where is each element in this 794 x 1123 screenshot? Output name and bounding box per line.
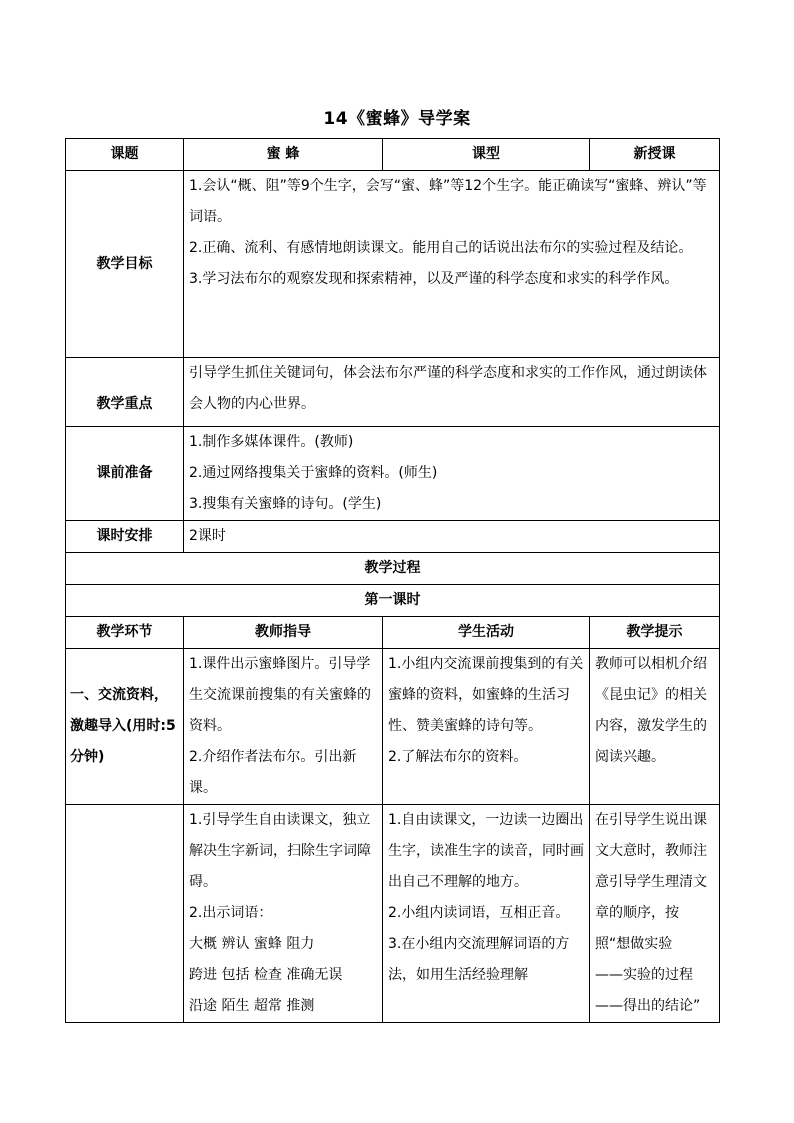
goal-item: 3.学习法布尔的观察发现和探索精神，以及严谨的科学态度和求实的科学作风。	[189, 271, 679, 287]
word-list-line: 大概 辨认 蜜蜂 阻力	[189, 936, 315, 952]
prep-content	[184, 427, 720, 521]
lesson-title: 第一课时	[66, 585, 720, 617]
topic-value: 蜜 蜂	[184, 139, 383, 171]
teacher-cell	[184, 805, 383, 1023]
goals-label: 教学目标	[66, 171, 184, 358]
prep-item: 3.搜集有关蜜蜂的诗句。(学生)	[189, 496, 382, 512]
stage-cell: 一、交流资料，激趣导入(用时:5分钟)	[66, 649, 184, 805]
label-topic: 课题	[66, 139, 184, 171]
teacher-item: 2.介绍作者法布尔。引出新课。	[189, 749, 357, 796]
student-item: 2.了解法布尔的资料。	[388, 749, 528, 765]
teacher-item: 2.出示词语：	[189, 905, 273, 921]
focus-label: 教学重点	[66, 358, 184, 427]
student-cell	[383, 805, 590, 1023]
schedule-label: 课时安排	[66, 521, 184, 553]
schedule-value: 2课时	[184, 521, 720, 553]
teacher-item: 1.课件出示蜜蜂图片。引导学生交流课前搜集的有关蜜蜂的资料。	[189, 656, 371, 734]
tip-item: ——得出的结论”	[595, 998, 701, 1014]
type-value: 新授课	[590, 139, 720, 171]
goals-content	[184, 171, 720, 358]
column-header: 学生活动	[383, 617, 590, 649]
student-cell	[383, 649, 590, 805]
word-list-line: 跨进 包括 检查 准确无误	[189, 967, 343, 983]
goals-row	[66, 171, 720, 358]
teacher-cell	[184, 649, 383, 805]
label-type: 课型	[383, 139, 590, 171]
word-list-line: 沿途 陌生 超常 推测	[189, 998, 315, 1014]
prep-item: 2.通过网络搜集关于蜜蜂的资料。(师生)	[189, 465, 438, 481]
student-item: 1.自由读课文，一边读一边圈出生字，读准生字的读音，同时画出自己不理解的地方。	[388, 812, 584, 890]
tip-cell	[590, 805, 720, 1023]
column-header: 教师指导	[184, 617, 383, 649]
schedule-row	[66, 521, 720, 553]
tip-item: ——实验的过程	[595, 967, 693, 983]
lesson-plan-table	[65, 138, 720, 1023]
columns-header-row	[66, 617, 720, 649]
student-item: 3.在小组内交流理解词语的方法，如用生活经验理解	[388, 936, 570, 983]
tip-item: 在引导学生说出课文大意时，教师注意引导学生理清文章的顺序，按照“想做实验	[595, 812, 707, 952]
table-row	[66, 649, 720, 805]
goal-item: 2.正确、流利、有感情地朗读课文。能用自己的话说出法布尔的实验过程及结论。	[189, 240, 693, 256]
process-title-row	[66, 553, 720, 585]
header-row	[66, 139, 720, 171]
focus-row	[66, 358, 720, 427]
prep-label: 课前准备	[66, 427, 184, 521]
stage-cell	[66, 805, 184, 1023]
prep-row	[66, 427, 720, 521]
table-row	[66, 805, 720, 1023]
goal-item: 1.会认“概、阻”等9个生字，会写“蜜、蜂”等12个生字。能正确读写“蜜蜂、辨认”等词语。	[189, 178, 707, 225]
process-title: 教学过程	[66, 553, 720, 585]
prep-item: 1.制作多媒体课件。(教师)	[189, 434, 354, 450]
tip-cell	[590, 649, 720, 805]
student-item: 1.小组内交流课前搜集到的有关蜜蜂的资料，如蜜蜂的生活习性、赞美蜜蜂的诗句等。	[388, 656, 584, 734]
column-header: 教学环节	[66, 617, 184, 649]
column-header: 教学提示	[590, 617, 720, 649]
tip-item: 教师可以相机介绍《昆虫记》的相关内容，激发学生的阅读兴趣。	[595, 656, 707, 765]
lesson-title-row	[66, 585, 720, 617]
focus-content: 引导学生抓住关键词句，体会法布尔严谨的科学态度和求实的工作作风，通过朗读体会人物的内心世界。	[184, 358, 720, 427]
page-title: 14《蜜蜂》导学案	[323, 109, 471, 129]
student-item: 2.小组内读词语，互相正音。	[388, 905, 570, 921]
teacher-item: 1.引导学生自由读课文，独立解决生字新词，扫除生字词障碍。	[189, 812, 371, 890]
